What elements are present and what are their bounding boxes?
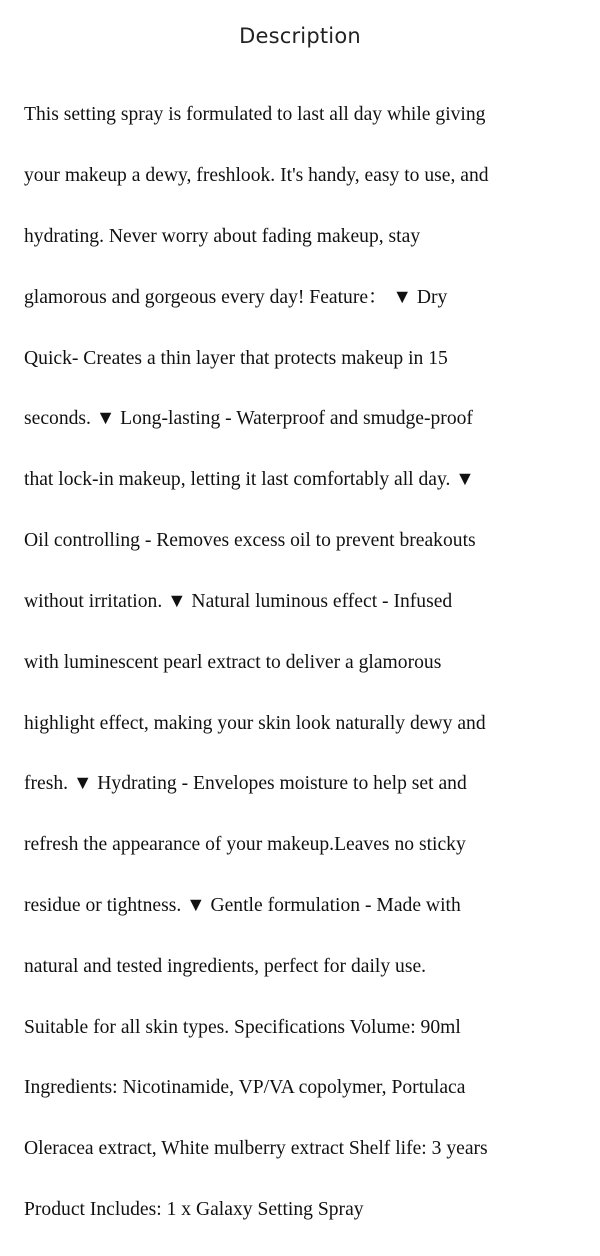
product-description xyxy=(24,70,580,1256)
description-line: Ingredients: Nicotinamide, VP/VA copolymer, Portulaca xyxy=(24,1077,466,1099)
description-line: natural and tested ingredients, perfect for daily use. xyxy=(24,955,427,977)
description-line: refresh the appearance of your makeup.Leaves no sticky xyxy=(24,834,466,856)
description-line: Product Includes: 1 x Galaxy Setting Spray xyxy=(24,1199,364,1221)
description-line: highlight effect, making your skin look naturally dewy and xyxy=(24,712,486,734)
description-line: Oleracea extract, White mulberry extract Shelf life: 3 years xyxy=(24,1138,488,1160)
description-line: with luminescent pearl extract to deliver a glamorous xyxy=(24,651,442,673)
description-line: hydrating. Never worry about fading makeup, stay xyxy=(24,226,421,248)
description-line: Suitable for all skin types. Specifications Volume: 90ml xyxy=(24,1016,461,1038)
description-line: Quick- Creates a thin layer that protects makeup in 15 xyxy=(24,347,448,369)
description-line: without irritation. ▼ Natural luminous effect - Infused xyxy=(24,590,453,612)
description-line: seconds. ▼ Long-lasting - Waterproof and smudge-proof xyxy=(24,408,473,430)
description-line: fresh. ▼ Hydrating - Envelopes moisture to help set and xyxy=(24,773,467,795)
description-line: This setting spray is formulated to last all day while giving xyxy=(24,104,486,126)
description-line: glamorous and gorgeous every day! Feature： ▼ Dry xyxy=(24,286,448,308)
description-line: residue or tightness. ▼ Gentle formulation - Made with xyxy=(24,894,461,916)
description-line: Oil controlling - Removes excess oil to prevent breakouts xyxy=(24,530,476,552)
description-line: that lock-in makeup, letting it last comfortably all day. ▼ xyxy=(24,469,475,491)
description-heading: Description xyxy=(239,24,361,48)
description-line: your makeup a dewy, freshlook. It's handy, easy to use, and xyxy=(24,165,489,187)
